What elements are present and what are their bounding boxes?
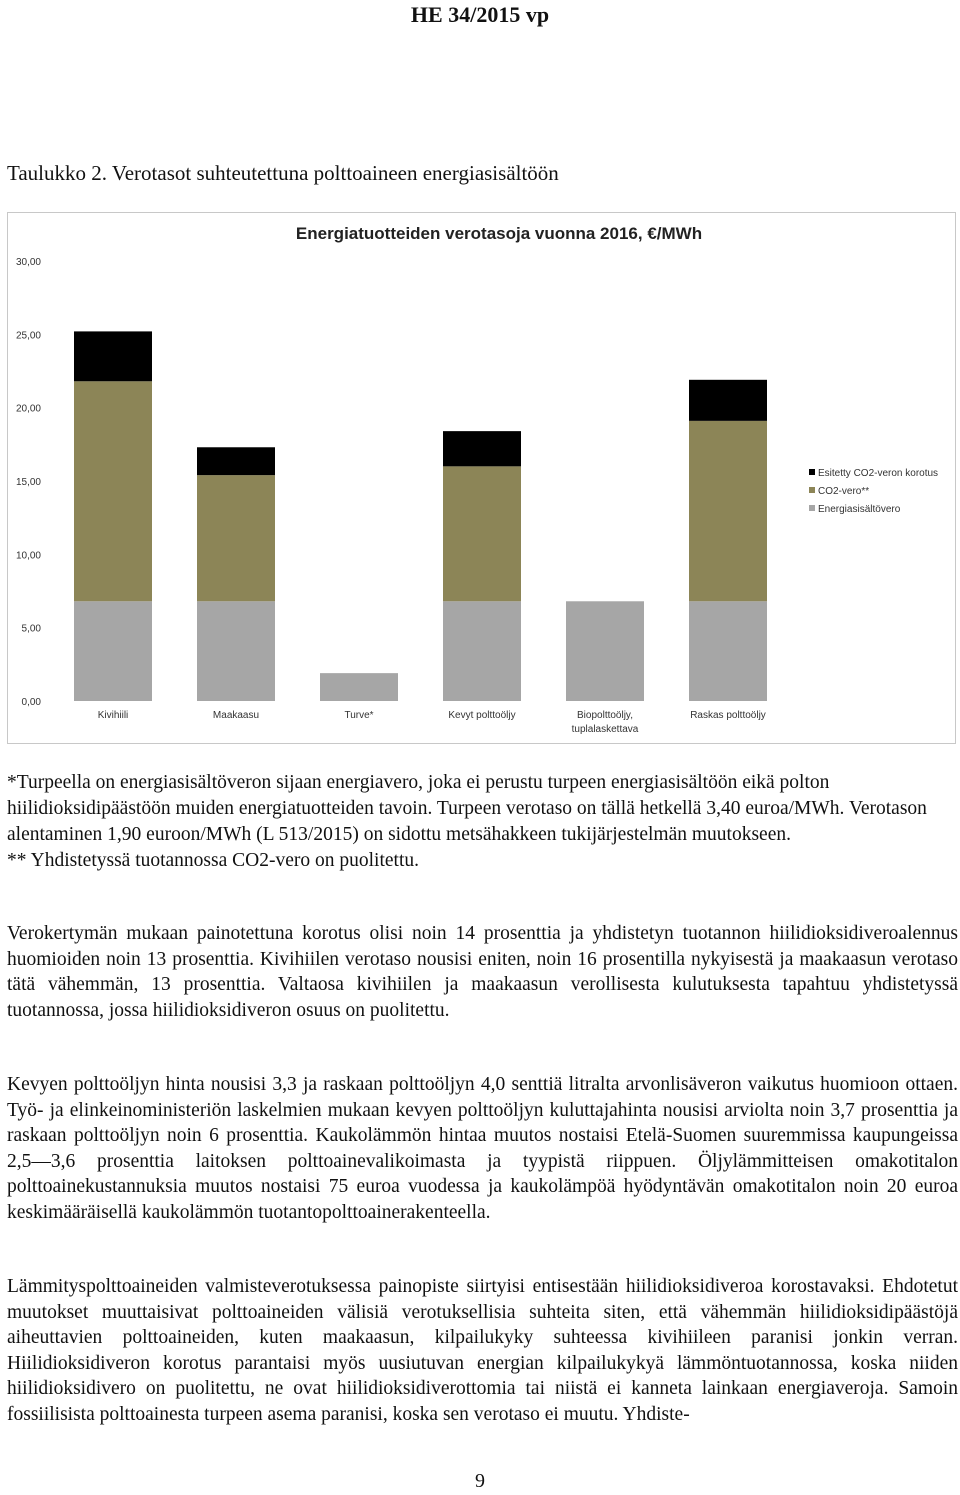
x-tick-label: Kivihiili	[97, 710, 129, 721]
x-tick-label: Kevyt polttoöljy	[448, 710, 516, 721]
y-tick-label: 5,00	[21, 623, 41, 635]
bars-group	[74, 331, 767, 701]
paragraph-3: Lämmityspolttoaineiden valmisteverotuksessa painopiste siirtyisi entisestään hiilidioksidiveroa korostavaksi. Ehdotetut muutokset muuttaisivat polttoaineiden välisiä verotuksellisia suhteita siten, että vähemmän hiilidioksidipäästöjä aiheuttavien polttoaineiden, kuten maakaasun, kilpailukyky suhteessa kivihiileen paranisi jonkin verran. Hiilidioksidiveron korotus parantaisi myös uusiutuvan energian kilpailukykyä lämmöntuotannossa, koska niiden hiilidioksidivero on puolitettu, ne ovat hiilidioksidiverottomia tai niistä ei kanneta lainkaan energiaveroja. Samoin fossiilisista polttoainesta turpeen asema paranisi, koska sen verotaso ei muutu. Yhdiste-	[7, 1276, 958, 1425]
legend-label: CO2-vero**	[818, 486, 870, 497]
page-number: 9	[475, 1470, 485, 1492]
x-axis-labels	[98, 710, 766, 735]
y-axis	[16, 257, 41, 708]
legend-swatch	[809, 505, 815, 511]
bar-segment	[443, 601, 521, 701]
bar-segment	[689, 380, 767, 421]
footnote-co2: ** Yhdistetyssä tuotannossa CO2-vero on puolitettu.	[7, 850, 419, 871]
bar-segment	[197, 601, 275, 701]
y-tick-label: 15,00	[15, 477, 41, 488]
x-tick-label: Maakaasu	[212, 710, 260, 721]
footnote-peat: *Turpeella on energiasisältöveron sijaan energiavero, joka ei perustu turpeen energiasisältöön eikä polton hiilidioksidipäästöön muiden energiatuotteiden tavoin. Turpeen verotaso on tällä hetkellä 3,40 euroa/MWh. Verotason alentaminen 1,90 euroon/MWh (L 513/2015) on sidottu metsähakkeen tukijärjestelmän muutokseen.	[7, 772, 927, 845]
bar-segment	[74, 601, 152, 701]
x-tick-label: Raskas polttoöljy	[690, 710, 766, 721]
legend-swatch	[809, 487, 815, 493]
legend-label: Esitetty CO2-veron korotus	[818, 468, 939, 479]
paragraph-1: Verokertymän mukaan painotettuna korotus olisi noin 14 prosenttia ja yhdistetyn tuotannon hiilidioksidiveroalennus huomioiden noin 13 prosenttia. Kivihiilen verotaso nousisi eniten, noin 16 prosentilla nykyisestä ja maakaasun verotaso tätä vähemmän, 13 prosenttia. Valtaosa kivihiilen ja maakaasun verollisesta kulutuksesta tapahtuu yhdistetyssä tuotannossa, jossa hiilidioksidiveron osuus on puolitettu.	[7, 923, 958, 1021]
paragraph-2: Kevyen polttoöljyn hinta nousisi 3,3 ja raskaan polttoöljyn 4,0 senttiä litralta arvonlisäveron vaikutus huomioon ottaen. Työ- ja elinkeinoministeriön laskelmien mukaan kevyen polttoöljyn kuluttajahinta nousisi arviolta noin 3,7 prosenttia ja raskaan polttoöljyn noin 6 prosenttia. Kaukolämmön hintaa muutos nostaisi Etelä-Suomen suuremmissa kaupungeissa 2,5—3,6 prosenttia laitoksen polttoainevalikoimasta ja tyypistä riippuen. Öljylämmitteisen omakotitalon polttoainekustannuksia muutos nostaisi 75 euroa vuodessa ja kaukolämpöä hyödyntävän omakotitalon noin 20 euroa keskimääräisellä kaukolämmön tuotantopolttoainerakenteella.	[7, 1074, 958, 1223]
legend-swatch	[809, 469, 815, 475]
bar-segment	[566, 601, 644, 701]
chart-title: Energiatuotteiden verotasoja vuonna 2016, €/MWh	[295, 224, 703, 243]
table-caption: Taulukko 2. Verotasot suhteutettuna polttoaineen energiasisältöön	[7, 161, 559, 185]
legend	[809, 468, 938, 515]
x-tick-label: Biopolttoöljy,	[577, 710, 633, 721]
chart-footnotes	[7, 770, 952, 874]
bar-segment	[689, 421, 767, 601]
bar-segment	[197, 447, 275, 475]
x-tick-label: Turve*	[344, 710, 374, 721]
y-tick-label: 20,00	[15, 403, 41, 415]
bar-segment	[443, 466, 521, 601]
y-tick-label: 10,00	[15, 550, 41, 562]
bar-segment	[74, 381, 152, 601]
stacked-bar-chart	[8, 213, 955, 743]
bar-segment	[320, 673, 398, 701]
bar-segment	[689, 601, 767, 701]
bar-segment	[74, 331, 152, 381]
y-tick-label: 30,00	[15, 257, 41, 268]
bar-segment	[197, 475, 275, 601]
y-tick-label: 25,00	[15, 330, 41, 342]
chart-figure	[7, 212, 956, 744]
document-header: HE 34/2015 vp	[410, 2, 550, 27]
x-tick-sublabel: tuplalaskettava	[571, 724, 639, 735]
legend-label: Energiasisältövero	[818, 504, 901, 515]
y-tick-label: 0,00	[21, 697, 41, 708]
bar-segment	[443, 431, 521, 466]
